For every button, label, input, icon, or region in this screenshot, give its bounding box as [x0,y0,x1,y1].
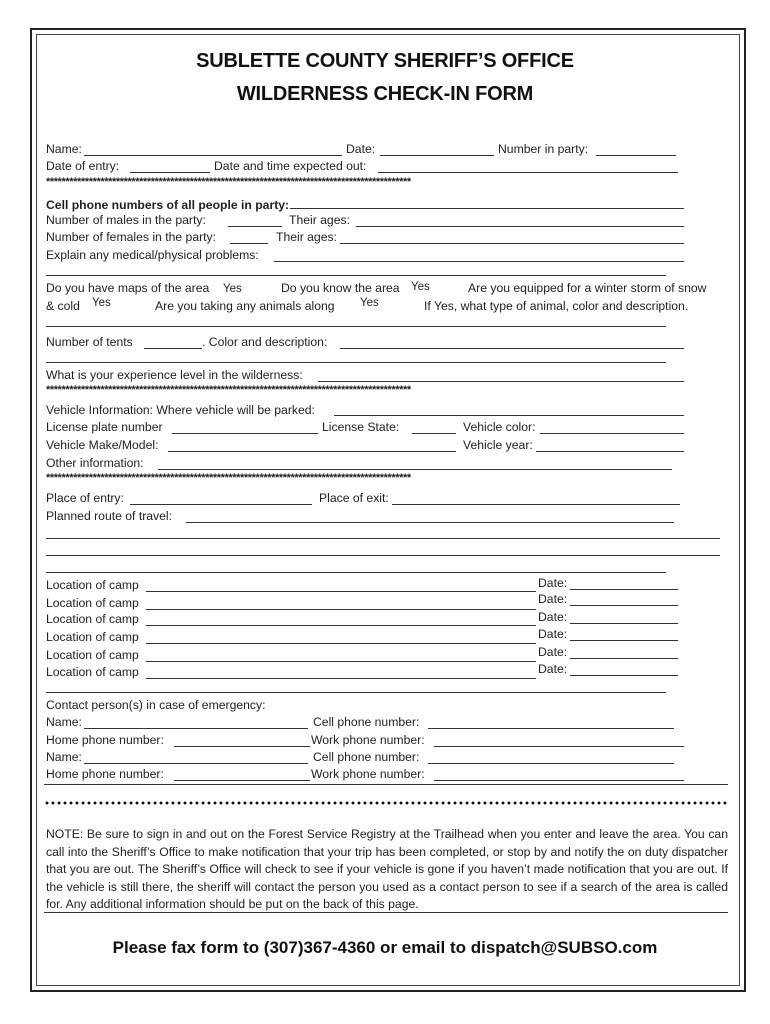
contact-work-label: Work phone number: [311,767,425,781]
vehicle-parked-field[interactable] [334,415,684,416]
license-state-label: License State: [322,420,400,434]
camp-location-field[interactable] [146,609,536,610]
females-field[interactable] [230,243,268,244]
tents-description-line2[interactable] [46,362,666,363]
vehicle-year-label: Vehicle year: [463,438,533,452]
place-of-entry-field[interactable] [130,504,312,505]
males-ages-label: Their ages: [289,213,350,227]
contact-home-field[interactable] [174,746,310,747]
contact-cell-label: Cell phone number: [313,750,420,764]
emergency-contact-heading: Contact person(s) in case of emergency: [46,698,266,712]
tents-field[interactable] [144,348,202,349]
form-title: WILDERNESS CHECK-IN FORM [236,83,534,105]
contact-work-label: Work phone number: [311,733,425,747]
vehicle-color-label: Vehicle color: [463,420,536,434]
camp-location-label: Location of camp [46,612,139,626]
contact-home-field[interactable] [174,780,310,781]
medical-field[interactable] [274,261,684,262]
tents-description-label: . Color and description: [202,335,328,349]
planned-route-field[interactable] [186,522,674,523]
number-in-party-field[interactable] [596,155,676,156]
contact-work-field[interactable] [434,746,684,747]
experience-label: What is your experience level in the wilderness: [46,368,303,382]
camp-date-field[interactable] [570,675,678,676]
contact-home-label: Home phone number: [46,767,164,781]
cell-numbers-label: Cell phone numbers of all people in party: [46,198,290,212]
date-time-out-field[interactable] [378,172,678,173]
males-ages-field[interactable] [356,226,684,227]
camp-date-field[interactable] [570,589,678,590]
separator-stars: ********************************************************************************************** [46,472,411,484]
males-field[interactable] [228,226,282,227]
other-information-label: Other information: [46,456,144,470]
maps-question: Do you have maps of the area [46,281,210,295]
divider [44,912,728,913]
know-area-answer: Yes [411,281,430,293]
camp-location-field[interactable] [146,678,536,679]
date-of-entry-label: Date of entry: [46,159,120,173]
camp-location-label: Location of camp [46,630,139,644]
camp-date-label: Date: [538,592,568,606]
camp-extra-line[interactable] [46,692,666,693]
animals-question: Are you taking any animals along [155,299,335,313]
females-label: Number of females in the party: [46,230,217,244]
date-label: Date: [346,142,376,156]
camp-date-label: Date: [538,627,568,641]
experience-field[interactable] [318,381,684,382]
winter-question: Are you equipped for a winter storm of snow [468,281,707,295]
camp-location-label: Location of camp [46,578,139,592]
camp-date-field[interactable] [570,640,678,641]
camp-date-label: Date: [538,610,568,624]
contact-name-field[interactable] [84,728,308,729]
planned-route-line3[interactable] [46,555,720,556]
camp-date-label: Date: [538,576,568,590]
name-field[interactable] [84,155,342,156]
animals-description-prompt: If Yes, what type of animal, color and description. [424,299,689,313]
contact-name-field[interactable] [84,763,308,764]
planned-route-line2[interactable] [46,538,720,539]
license-plate-field[interactable] [172,433,318,434]
planned-route-label: Planned route of travel: [46,509,173,523]
animals-description-field[interactable] [46,326,666,327]
cold-answer: Yes [92,297,111,309]
date-time-out-label: Date and time expected out: [214,159,367,173]
contact-work-field[interactable] [434,780,684,781]
vehicle-parked-label: Vehicle Information: Where vehicle will be parked: [46,403,315,417]
camp-location-label: Location of camp [46,596,139,610]
camp-date-label: Date: [538,662,568,676]
contact-name-label: Name: [46,715,82,729]
vehicle-year-field[interactable] [536,451,684,452]
form-title-agency: SUBLETTE COUNTY SHERIFF’S OFFICE [196,50,574,72]
place-of-exit-field[interactable] [392,504,680,505]
contact-home-label: Home phone number: [46,733,164,747]
other-information-field[interactable] [158,469,672,470]
vehicle-color-field[interactable] [540,433,684,434]
dotted-divider [44,801,728,805]
camp-location-label: Location of camp [46,648,139,662]
medical-field-line2[interactable] [46,275,666,276]
contact-cell-field[interactable] [428,763,674,764]
license-state-field[interactable] [412,433,456,434]
separator-stars: ********************************************************************************************** [46,384,411,396]
camp-date-field[interactable] [570,623,678,624]
camp-date-label: Date: [538,645,568,659]
date-field[interactable] [380,155,494,156]
license-plate-label: License plate number [46,420,163,434]
name-label: Name: [46,142,82,156]
medical-label: Explain any medical/physical problems: [46,248,259,262]
contact-name-label: Name: [46,750,82,764]
camp-location-field[interactable] [146,625,536,626]
camp-location-label: Location of camp [46,665,139,679]
contact-cell-field[interactable] [428,728,674,729]
separator-stars: ********************************************************************************************** [46,176,411,188]
fax-email-instructions: Please fax form to (307)367-4360 or email to dispatch@SUBSO.com [112,938,658,957]
divider [44,784,728,785]
tents-label: Number of tents [46,335,133,349]
camp-date-field[interactable] [570,605,678,606]
tents-description-field[interactable] [340,348,684,349]
vehicle-make-label: Vehicle Make/Model: [46,438,159,452]
camp-date-field[interactable] [570,658,678,659]
females-ages-field[interactable] [340,243,684,244]
note-paragraph: NOTE: Be sure to sign in and out on the Forest Service Registry at the Trailhead when you enter and leave the area. You can call into the Sheriff’s Office to make notification that your trip has been completed, or stop by and notify the on duty dispatcher that you are out. The Sheriff’s Office will check to see if your vehicle is gone if you haven’t made notification that you are out. If the vehicle is still there, the sheriff will contact the person you used as a contact person to see if a search of the area is called for. Any additional information should be put on the back of this page. [46,827,728,911]
contact-cell-label: Cell phone number: [313,715,420,729]
camp-location-field[interactable] [146,661,536,662]
cell-numbers-field[interactable] [290,208,684,209]
know-area-question: Do you know the area [281,281,400,295]
maps-answer: Yes [223,283,242,295]
cold-question: & cold [46,299,80,313]
date-of-entry-field[interactable] [130,172,210,173]
place-of-exit-label: Place of exit: [319,491,389,505]
number-in-party-label: Number in party: [498,142,589,156]
camp-location-field[interactable] [146,643,536,644]
place-of-entry-label: Place of entry: [46,491,124,505]
camp-location-field[interactable] [146,591,536,592]
animals-answer: Yes [360,297,379,309]
males-label: Number of males in the party: [46,213,206,227]
females-ages-label: Their ages: [276,230,337,244]
vehicle-make-field[interactable] [168,451,456,452]
planned-route-line4[interactable] [46,572,666,573]
